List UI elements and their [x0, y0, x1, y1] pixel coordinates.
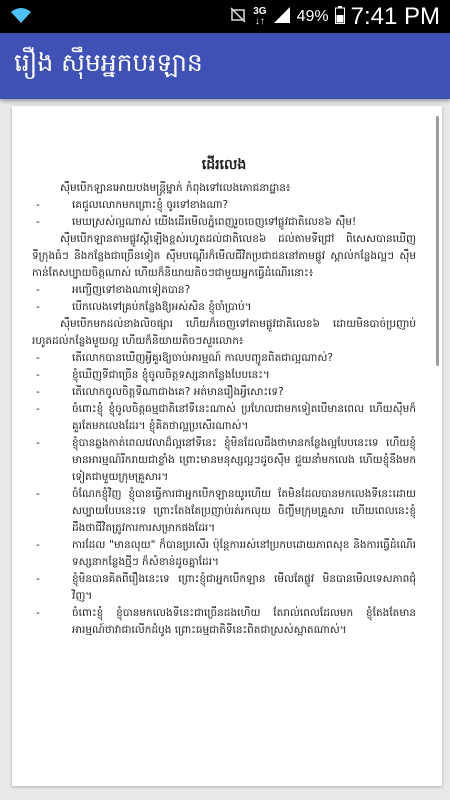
- app-bar: [0, 33, 450, 99]
- battery-percent: 49%: [296, 7, 329, 25]
- paragraph: ស៊ឹមបើកឡានតាមផ្លូវស្ដីឡើងខ្ពស់រហូតដល់ជាតិលេខ៦ ដល់តាមទីជ្រៅ ពិសេសបានឃើញទីក្រុងធំៗ និងកន្លែងជាច្រើនទៀត ស៊ឹមបណ្ដើរក៏មើលជីវិតប្រជាជននៅតាមផ្លូវ ស្គាល់កន្លែងល្អៗ ស៊ឹមកាន់តែសប្បាយចិត្តណាស់ ហើយក៏និយាយតិចៗជាមួយអ្នកធ្វើដំណើរនោះ៖: [32, 233, 416, 279]
- dialog-line: - ខ្ញុំឃើញទីជាច្រើន ខ្ញុំចូលចិត្តទស្សនាកន្លែងបែបនេះ។: [32, 367, 416, 384]
- dialog-line: - តើលោកបានឃើញអ្វីគួរឱ្យចាប់អារម្មណ៍ កាលបញ្ជូនពិតជាល្អណាស់?: [32, 350, 416, 367]
- paragraph: ស៊ឹមបើកឡានអោយបងមន្ត្រីម្នាក់ កំពុងទៅលេងភោជនាដ្ឋាន៖: [60, 182, 291, 194]
- dialog-line: - អញ្ជើញទៅខាងណាទៀតបាន?: [32, 282, 416, 299]
- dialog-line: - មេឃស្រស់ល្អណាស់ យើងដើរមើលភ្នំពេញរួចចេញទៅផ្លូវជាតិលេខ៦ ស៊ឹម!: [32, 214, 416, 231]
- notification-off-icon: [229, 6, 247, 28]
- status-bar: [0, 0, 450, 33]
- dialog-line: - ការដែល "មានលុយ" ក៏បានប្រសើរ ប៉ុន្តែការរស់នៅប្រកបដោយភាពសុខ និងការធ្វើដំណើរ ទស្សនាកន្លែងថ្មីៗ ក៏សំខាន់ដូចគ្នាដែរ។: [32, 537, 416, 571]
- signal-icon: [273, 6, 291, 28]
- dialog-line: - គេជួលលោកមកព្រោះខ្ញុំ ចូរទៅខាងណា?: [32, 197, 416, 214]
- dialog-line: - ចំពោះខ្ញុំ ខ្ញុំបានមកលេងទីនេះជាច្រើនដងហើយ តែរាល់ពេលដែលមក ខ្ញុំតែងតែមានអារម្មណ៍ថាវាជាលើកដំបូង ព្រោះធម្មជាតិទីនេះពិតជាស្រស់ស្អាតណាស់។: [32, 605, 416, 639]
- dialog-line: - បើកលេងទៅគ្រប់កន្លែងឱ្យអស់សិន ខ្ញុំចាំប្រាប់។: [32, 299, 416, 316]
- paragraph: ស៊ឹមបើកមកដល់ខាងលិចផ្សារ ហើយក៏ចេញទៅតាមផ្លូវជាតិលេខ៦ ដោយមិនបាច់ប្រញាប់ រហូតដល់កន្លែងមួយល្អ ហើយក៏និយាយតិចៗសួរលោក៖: [32, 318, 416, 347]
- dialog-line: - ខ្ញុំបានឆ្លងកាត់ពេលវេលាដ៏ល្អនៅទីនេះ ខ្ញុំមិនដែលដឹងថាមានកន្លែងល្អបែបនេះទេ ហើយខ្ញុំមានអារម្មណ៍រីករាយជាខ្លាំង ព្រោះមានមនុស្សល្អៗដូចស៊ឹម ជួយនាំមកលេង ហើយខ្ញុំនឹងមកទៀតជាមួយក្រុមគ្រួសារ។: [32, 435, 416, 486]
- dialog-list: [32, 350, 416, 639]
- clock: 7:41 PM: [350, 2, 440, 30]
- dialog-line: - ចំណែកខ្ញុំវិញ ខ្ញុំបានធ្វើការជាអ្នកបើកឡានយូរហើយ តែមិនដែលបានមកលេងទីនេះដោយសប្បាយបែបនេះទេ ព្រោះតែងតែប្រញាប់រត់រកលុយ ចិញ្ចឹមក្រុមគ្រួសារ ហើយពេលនេះខ្ញុំដឹងថាជីវិតត្រូវការការសម្រាកផងដែរ។: [32, 486, 416, 537]
- story-page[interactable]: [12, 106, 442, 786]
- network-type: 3G ↓↑: [253, 5, 267, 27]
- dialog-line: - ចំពោះខ្ញុំ ខ្ញុំចូលចិត្តធម្មជាតិនៅទីនេះណាស់ ប្រហែលជាមកទៀតបើមានពេល ហើយស៊ឹមក៏គួរតែមកលេងដែរ។ ខ្ញុំគិតថាល្អប្រសើរណាស់។: [32, 401, 416, 435]
- dialog-line: - ខ្ញុំមិនបានគិតពីរឿងនេះទេ ព្រោះខ្ញុំជាអ្នកបើកឡាន មើលតែផ្លូវ មិនបានមើលទេសភាពជុំវិញ។: [32, 571, 416, 605]
- chapter-title: ដើរលេង: [201, 157, 247, 173]
- dialog-list: [32, 197, 416, 231]
- wifi-icon: [10, 6, 32, 28]
- dialog-list: [32, 282, 416, 316]
- story-content: [32, 154, 416, 639]
- app-title: រឿង ស៊ឹមអ្នកបរឡាន: [14, 48, 203, 77]
- dialog-line: - តើលោកចូលចិត្តទីណាជាងគេ? អត់មានរឿងអ្វីសោះទេ?: [32, 384, 416, 401]
- battery-icon: [335, 6, 345, 28]
- network-label: 3G: [253, 5, 267, 17]
- scrollbar[interactable]: [436, 116, 439, 366]
